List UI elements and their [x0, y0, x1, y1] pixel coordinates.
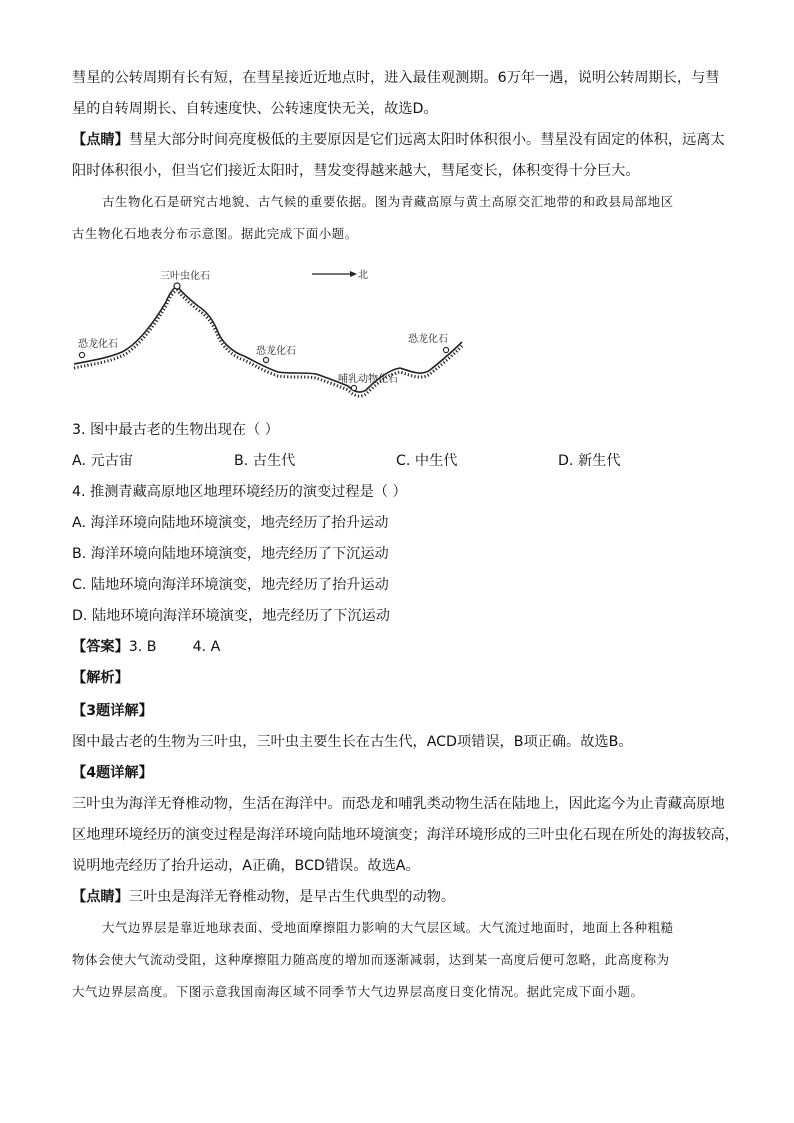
dino-left-label: 恐龙化石: [78, 339, 118, 350]
point-tag: 【点睛】: [72, 889, 129, 905]
q4-option-d[interactable]: D. 陆地环境向海洋环境演变，地壳经历了下沉运动: [72, 608, 390, 624]
fossil-distribution-diagram: [66, 262, 476, 402]
detail-4-tag: 【4题详解】: [72, 765, 153, 781]
paragraph-line: 彗星的公转周期有长有短，在彗星接近近地点时，进入最佳观测期。6万年一遇，说明公转周期长，与彗: [72, 70, 720, 86]
north-label: 北: [358, 270, 368, 281]
point-text: 彗星大部分时间亮度极低的主要原因是它们远离太阳时体积很小。彗星没有固定的体积，远离太: [128, 132, 725, 148]
q4-option-b[interactable]: B. 海洋环境向陆地环境演变，地壳经历了下沉运动: [72, 546, 389, 562]
terrain-profile: [74, 286, 462, 396]
point-paragraph: [72, 130, 725, 150]
q4-option-a[interactable]: A. 海洋环境向陆地环境演变，地壳经历了抬升运动: [72, 515, 389, 531]
dino-right-marker: [443, 347, 448, 352]
question-4-stem: 4. 推测青藏高原地区地理环境经历的演变过程是（ ）: [72, 484, 407, 500]
mammal-marker: [351, 385, 356, 390]
answer-tag: 【答案】: [72, 639, 129, 655]
intro-line: 古生物化石地表分布示意图。据此完成下面小题。: [72, 226, 358, 241]
detail-3-tag: 【3题详解】: [72, 703, 153, 719]
detail-4-line: 说明地壳经历了抬升运动，A正确，BCD错误。故选A。: [72, 858, 420, 874]
q3-option-d[interactable]: D. 新生代: [558, 453, 621, 469]
point-tag: 【点睛】: [72, 132, 129, 148]
intro-2-line: 大气边界层高度。下图示意我国南海区域不同季节大气边界层高度日变化情况。据此完成下面小题。: [72, 984, 644, 999]
intro-line: 古生物化石是研究古地貌、古气候的重要依据。图为青藏高原与黄土高原交汇地带的和政县局部地区: [102, 194, 674, 209]
detail-4-line: 三叶虫为海洋无脊椎动物，生活在海洋中。而恐龙和哺乳类动物生活在陆地上，因此迄今为止青藏高原地: [72, 796, 725, 812]
intro-2-line: 物体会使大气流动受阻，这种摩擦阻力随高度的增加而逐渐减弱，达到某一高度后便可忽略，此高度称为: [72, 952, 670, 967]
q3-option-c[interactable]: C. 中生代: [396, 453, 458, 469]
intro-2-line: 大气边界层是靠近地球表面、受地面摩擦阻力影响的大气层区域。大气流过地面时，地面上各种粗糙: [102, 920, 674, 935]
detail-4-line: 区地理环境经历的演变过程是海洋环境向陆地环境演变；海洋环境形成的三叶虫化石现在所处的海拔较高，: [72, 827, 739, 843]
point-text: 三叶虫是海洋无脊椎动物，是早古生代典型的动物。: [128, 889, 456, 905]
question-3-stem: 3. 图中最古老的生物出现在（ ）: [72, 422, 279, 438]
trilobite-marker: [174, 283, 180, 289]
mammal-label: 哺乳动物化石: [338, 374, 398, 385]
dino-left-marker: [79, 352, 84, 357]
paragraph-line: 阳时体积很小，但当它们接近太阳时，彗发变得越来越大，彗尾变长，体积变得十分巨大。: [72, 163, 640, 179]
dino-mid-marker: [263, 357, 268, 362]
q4-option-c[interactable]: C. 陆地环境向海洋环境演变，地壳经历了抬升运动: [72, 577, 389, 593]
north-arrow: [312, 269, 368, 281]
q3-option-a[interactable]: A. 元古宙: [72, 453, 134, 469]
dino-mid-label: 恐龙化石: [256, 346, 296, 357]
answer-text: 3. B 4. A: [128, 639, 221, 655]
answer-line: [72, 637, 220, 657]
dino-right-label: 恐龙化石: [408, 334, 448, 345]
trilobite-label: 三叶虫化石: [160, 271, 210, 282]
analysis-tag: 【解析】: [72, 670, 129, 686]
detail-3-text: 图中最古老的生物为三叶虫，三叶虫主要生长在古生代，ACD项错误，B项正确。故选B。: [72, 734, 633, 750]
q3-option-b[interactable]: B. 古生代: [234, 453, 296, 469]
paragraph-line: 星的自转周期长、自转速度快、公转速度快无关，故选D。: [72, 101, 438, 117]
point-paragraph-2: [72, 887, 455, 907]
